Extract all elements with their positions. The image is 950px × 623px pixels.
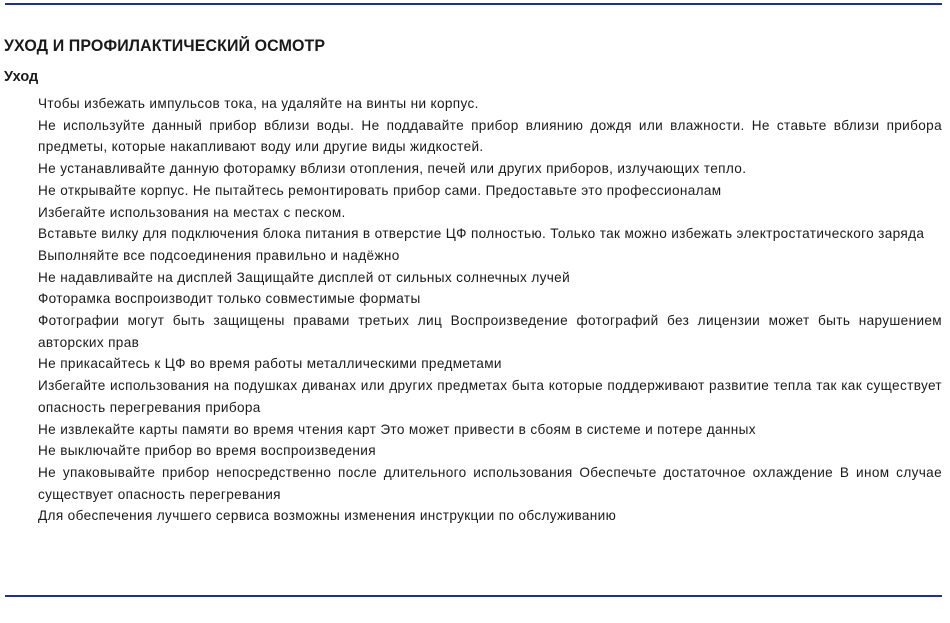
list-item: Чтобы избежать импульсов тока, на удаляйте на винты ни корпус.	[38, 96, 479, 111]
list-item: Не надавливайте на дисплей Защищайте дисплей от сильных солнечных лучей	[38, 269, 571, 285]
list-item: Выполняйте все подсоединения правильно и надёжно	[38, 247, 400, 263]
list-item: Избегайте использования на местах с песком.	[38, 204, 346, 220]
list-item: Вставьте вилку для подключения блока питания в отверстие ЦФ полностью. Только так можно избежать электростатического заряда	[38, 226, 925, 242]
list-item: Не извлекайте карты памяти во время чтения карт Это может привести в сбоям в системе и потере данных	[38, 421, 756, 437]
care-instructions-list	[38, 93, 942, 527]
list-item: Для обеспечения лучшего сервиса возможны изменения инструкции по обслуживанию	[38, 508, 617, 524]
list-item: Не выключайте прибор во время воспроизведения	[38, 443, 376, 459]
list-item: Избегайте использования на подушках диванах или других предметах быта которые поддерживают развитие тепла так как существует опасность перегревания прибора	[38, 378, 942, 415]
list-item: Фоторамка воспроизводит только совместимые форматы	[38, 291, 421, 307]
page-title: УХОД И ПРОФИЛАКТИЧЕСКИЙ ОСМОТР	[4, 36, 326, 55]
list-item: Фотографии могут быть защищены правами третьих лиц Воспроизведение фотографий без лицензии может быть нарушением авторских прав	[38, 313, 942, 350]
list-item: Не открывайте корпус. Не пытайтесь ремонтировать прибор сами. Предоставьте это профессионалам	[38, 182, 722, 198]
top-divider	[5, 3, 942, 5]
list-item: Не устанавливайте данную фоторамку вблизи отопления, печей или других приборов, излучающих тепло.	[38, 161, 747, 177]
bottom-divider	[5, 595, 942, 597]
section-heading: Уход	[4, 69, 39, 85]
list-item: Не прикасайтесь к ЦФ во время работы металлическими предметами	[38, 356, 502, 372]
list-item: Не используйте данный прибор вблизи воды. Не поддавайте прибор влиянию дождя или влажности. Не ставьте вблизи прибора предметы, которые накапливают воду или другие виды жидкостей.	[38, 117, 942, 155]
list-item: Не упаковывайте прибор непосредственно после длительного использования Обеспечьте достаточное охлаждение В ином случае существует опасность перегревания	[38, 464, 942, 502]
